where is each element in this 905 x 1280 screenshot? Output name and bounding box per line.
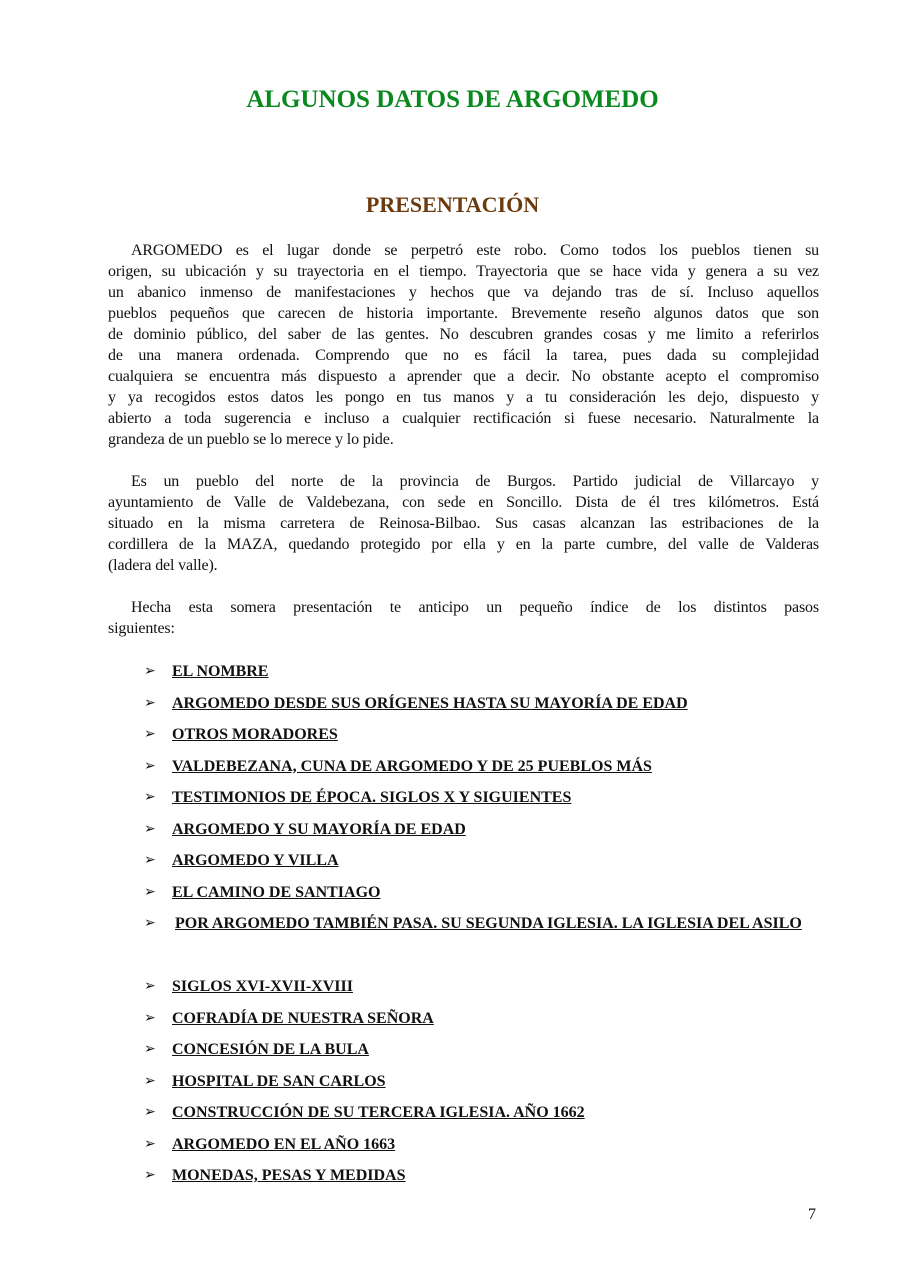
paragraph-line: Hecha esta somera presentación te anticipo un pequeño índice de los distintos pasos: [131, 599, 819, 616]
arrow-bullet-icon: ➢: [144, 821, 156, 837]
paragraph-line: y ya recogidos estos datos les pongo en tus manos y a tu consideración les dejo, dispuesto y: [108, 389, 819, 406]
toc-item[interactable]: [108, 660, 819, 692]
arrow-bullet-icon: ➢: [144, 1105, 156, 1120]
toc-item[interactable]: [108, 1133, 819, 1165]
toc-link[interactable]: VALDEBEZANA, CUNA DE ARGOMEDO Y DE 25 PUEBLOS MÁS: [172, 757, 652, 775]
toc-link[interactable]: CONCESIÓN DE LA BULA: [172, 1041, 369, 1058]
toc-link[interactable]: COFRADÍA DE NUESTRA SEÑORA: [172, 1009, 434, 1027]
paragraph-line: cualquiera se encuentra más dispuesto a aprender que a decir. No obstante acepto el compromiso: [108, 368, 819, 385]
arrow-bullet-icon: ➢: [144, 884, 156, 900]
arrow-bullet-icon: ➢: [144, 1136, 156, 1152]
toc-item[interactable]: [108, 1070, 819, 1102]
arrow-bullet-icon: ➢: [144, 979, 156, 994]
arrow-bullet-icon: ➢: [144, 853, 156, 868]
toc-link[interactable]: ARGOMEDO Y VILLA: [172, 852, 339, 869]
toc-item[interactable]: [108, 1101, 819, 1133]
arrow-bullet-icon: ➢: [144, 790, 156, 805]
toc-item[interactable]: [108, 849, 819, 881]
paragraph-line: pueblos pequeños que carecen de historia importante. Brevemente reseño algunos datos que son: [108, 305, 819, 322]
toc-item[interactable]: [108, 786, 819, 818]
paragraph-location: [108, 471, 819, 576]
paragraph-line: ARGOMEDO es el lugar donde se perpetró este robo. Como todos los pueblos tienen su: [131, 242, 819, 259]
toc-link[interactable]: MONEDAS, PESAS Y MEDIDAS: [172, 1167, 406, 1184]
toc-link[interactable]: ARGOMEDO EN EL AÑO 1663: [172, 1135, 396, 1153]
toc-link[interactable]: HOSPITAL DE SAN CARLOS: [172, 1072, 386, 1090]
toc-item[interactable]: [108, 1007, 819, 1039]
paragraph-line: un abanico inmenso de manifestaciones y hechos que va dejando tras de sí. Incluso aquellos: [108, 284, 819, 301]
arrow-bullet-icon: ➢: [144, 1042, 156, 1057]
arrow-bullet-icon: ➢: [144, 727, 156, 742]
arrow-bullet-icon: ➢: [144, 916, 156, 931]
arrow-bullet-icon: ➢: [144, 695, 156, 711]
paragraph-line: cordillera de la MAZA, quedando protegido por ella y en la parte cumbre, del valle de Valderas: [108, 536, 819, 553]
toc-item[interactable]: [108, 1164, 819, 1196]
toc-item[interactable]: [108, 723, 819, 755]
toc-item[interactable]: [108, 975, 819, 1007]
paragraph-line: grandeza de un pueblo se lo merece y lo pide.: [108, 431, 394, 448]
toc-link[interactable]: CONSTRUCCIÓN DE SU TERCERA IGLESIA. AÑO 1662: [172, 1104, 585, 1121]
toc-item[interactable]: [108, 1038, 819, 1070]
paragraph-line: de una manera ordenada. Comprendo que no es fácil la tarea, pues dada su complejidad: [108, 347, 819, 364]
paragraph-intro: [108, 240, 819, 450]
toc-item[interactable]: [108, 755, 819, 787]
toc-item[interactable]: [108, 912, 819, 975]
paragraph-line: abierto a toda sugerencia e incluso a cualquier rectificación si fuese necesario. Naturalmente la: [108, 410, 819, 427]
paragraph-line: situado en la misma carretera de Reinosa-Bilbao. Sus casas alcanzan las estribaciones de la: [108, 515, 819, 532]
paragraph-line: origen, su ubicación y su trayectoria en el tiempo. Trayectoria que se hace vida y genera a su vez: [108, 263, 819, 280]
paragraph-line: Es un pueblo del norte de la provincia de Burgos. Partido judicial de Villarcayo y: [131, 473, 819, 490]
paragraph-line: siguientes:: [108, 620, 175, 637]
arrow-bullet-icon: ➢: [144, 1168, 156, 1183]
toc-link[interactable]: ARGOMEDO Y SU MAYORÍA DE EDAD: [172, 820, 466, 838]
paragraph-line: de dominio público, del saber de las gentes. No descubren grandes cosas y me limito a referirlos: [108, 326, 819, 343]
toc-link[interactable]: TESTIMONIOS DE ÉPOCA. SIGLOS X Y SIGUIENTES: [172, 789, 572, 806]
table-of-contents: [108, 660, 819, 1196]
arrow-bullet-icon: ➢: [144, 758, 156, 774]
toc-link[interactable]: EL CAMINO DE SANTIAGO: [172, 883, 381, 901]
arrow-bullet-icon: ➢: [144, 1073, 156, 1089]
paragraph-line: ayuntamiento de Valle de Valdebezana, con sede en Soncillo. Dista de él tres kilómetros. Está: [108, 494, 819, 511]
paragraph-line: (ladera del valle).: [108, 557, 218, 574]
toc-link[interactable]: ARGOMEDO DESDE SUS ORÍGENES HASTA SU MAYORÍA DE EDAD: [172, 694, 688, 712]
toc-link[interactable]: POR ARGOMEDO TAMBIÉN PASA. SU SEGUNDA IGLESIA. LA IGLESIA DEL ASILO: [175, 915, 802, 932]
toc-link[interactable]: EL NOMBRE: [172, 663, 269, 680]
arrow-bullet-icon: ➢: [144, 664, 156, 679]
document-title: ALGUNOS DATOS DE ARGOMEDO: [246, 86, 659, 113]
toc-link[interactable]: OTROS MORADORES: [172, 726, 338, 743]
toc-link[interactable]: SIGLOS XVI-XVII-XVIII: [172, 978, 353, 995]
toc-item[interactable]: [108, 692, 819, 724]
paragraph-index-intro: [108, 597, 819, 639]
section-heading: PRESENTACIÓN: [365, 192, 540, 217]
page-number: 7: [808, 1206, 816, 1223]
toc-item[interactable]: [108, 818, 819, 850]
arrow-bullet-icon: ➢: [144, 1010, 156, 1026]
